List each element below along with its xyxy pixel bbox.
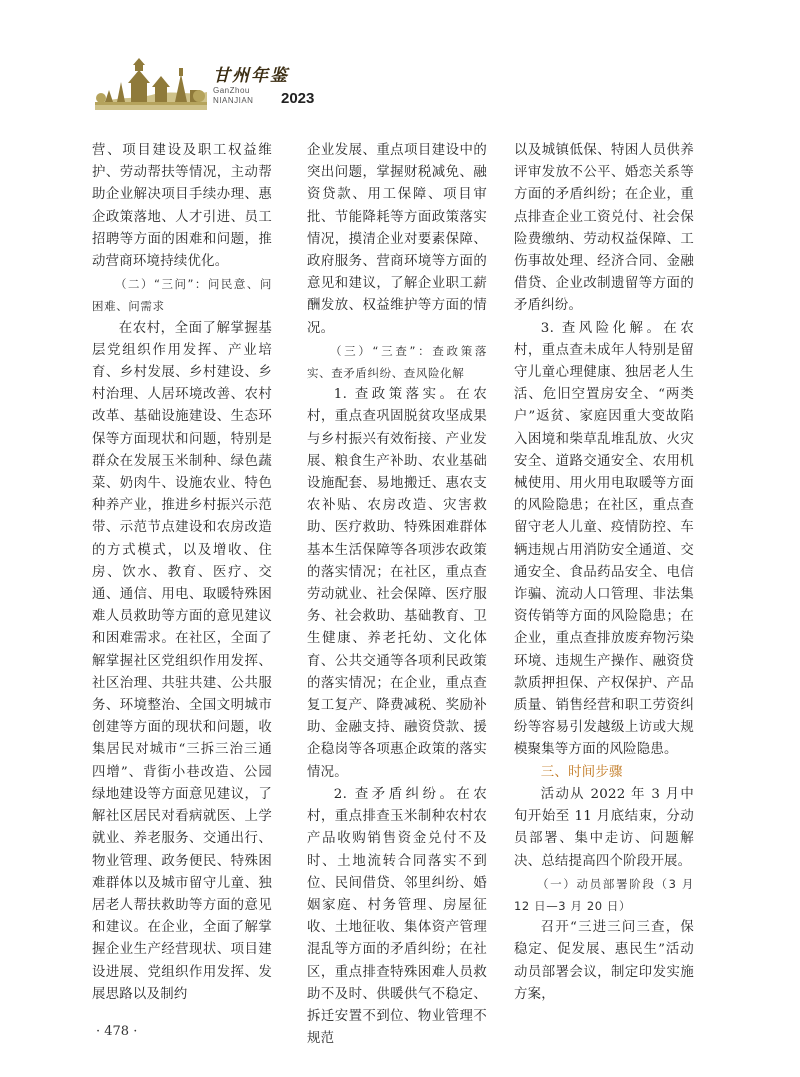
subsection-heading: （三）“三查”：查政策落实、查矛盾纠纷、查风险化解: [307, 343, 487, 381]
paragraph: 1. 查政策落实。在农村，重点查巩固脱贫攻坚成果与乡村振兴有效衔接、产业发展、粮食生产补助、农业基础设施配套、易地搬迁、惠农支农补贴、农房改造、灾害救助、医疗救助、特殊困难群体基本生活保障等各项涉农政策的落实情况；在社区，重点查劳动就业、社会保障、医疗服务、社会救助、基础教育、卫生健康、养老托幼、文化体育、公共交通等各项利民政策的落实情况；在企业，重点查复工复产、降费减税、奖励补助、金融支持、融资贷款、援企稳岗等各项惠企政策的落实情况。: [307, 387, 487, 780]
text-column-1: [92, 140, 272, 1006]
city-skyline-logo-icon: [95, 52, 207, 110]
brand-pinyin: [213, 86, 289, 106]
paragraph: 活动从 2022 年 3 月中旬开始至 11 月底结束，分动员部署、集中走访、问题解决、总结提高四个阶段开展。: [514, 786, 694, 869]
paragraph: 企业发展、重点项目建设中的突出问题，掌握财税减免、融资贷款、用工保障、项目审批、节能降耗等方面政策落实情况，摸清企业对要素保障、政府服务、营商环境等方面的意见和建议，了解企业职工薪酬发放、权益维护等方面的情况。: [307, 143, 487, 336]
paragraph: 3. 查风险化解。在农村，重点查未成年人特别是留守儿童心理健康、独居老人生活、危旧空置房安全、“两类户”返贫、家庭因重大变故陷入困境和柴草乱堆乱放、火灾安全、道路交通安全、农用机械使用、用火用电取暖等方面的风险隐患；在社区，重点查留守老人儿童、疫情防控、车辆违规占用消防安全通道、交通安全、食品药品安全、电信诈骗、流动人口管理、非法集资传销等方面的风险隐患；在企业，重点查排放废弃物污染环境、违规生产操作、融资贷款质押担保、产权保护、产品质量、销售经营和职工劳资纠纷等容易引发越级上访或大规模聚集等方面的风险隐患。: [514, 320, 694, 758]
subsection-heading: （一）动员部署阶段（3 月 12 日—3 月 20 日）: [514, 876, 694, 913]
brand-pinyin-line1: GanZhou: [213, 86, 250, 95]
paragraph: 2. 查矛盾纠纷。在农村，重点排查玉米制种农村农产品收购销售资金兑付不及时、土地流转合同落实不到位、民间借贷、邻里纠纷、婚姻家庭、村务管理、房屋征收、土地征收、集体资产管理混乱等方面的矛盾纠纷；在社区，重点排查特殊困难人员救助不及时、供暖供气不稳定、拆迁安置不到位、物业管理不规范: [307, 786, 487, 1047]
yearbook-brand: [213, 66, 315, 107]
section-heading: 三、时间步骤: [540, 764, 623, 780]
page-header: [95, 52, 335, 114]
brand-title: 甘州年鉴: [213, 66, 289, 86]
brand-pinyin-line2: NIANJIAN: [213, 96, 254, 105]
subsection-heading: （二）“三问”：问民意、问困难、问需求: [92, 277, 272, 314]
text-column-2: [307, 140, 487, 1050]
paragraph: 营、项目建设及职工权益维护、劳动帮扶等情况，主动帮助企业解决项目手续办理、惠企政策落地、人才引进、员工招聘等方面的困难和问题，推动营商环境持续优化。: [92, 143, 272, 270]
paragraph: 召开“三进三问三查，保稳定、促发展、惠民生”活动动员部署会议，制定印发实施方案，: [514, 920, 694, 1002]
paragraph: 以及城镇低保、特困人员供养评审发放不公平、婚恋关系等方面的矛盾纠纷；在企业，重点排查企业工资兑付、社会保险费缴纳、劳动权益保障、工伤事故处理、经济合同、金融借贷、企业改制遗留等方面的矛盾纠纷。: [514, 143, 694, 314]
paragraph: 在农村，全面了解掌握基层党组织作用发挥、产业培育、乡村发展、乡村建设、乡村治理、人居环境改善、农村改革、基础设施建设、生态环保等方面现状和问题，特别是群众在发展玉米制种、绿色蔬菜、奶肉牛、设施农业、特色种养产业，推进乡村振兴示范带、示范节点建设和农房改造的方式模式，以及增收、住房、饮水、教育、医疗、交通、通信、用电、取暖特殊困难人员救助等方面的意见建议和困难需求。在社区，全面了解掌握社区党组织作用发挥、社区治理、共驻共建、公共服务、环境整治、全国文明城市创建等方面的现状和问题，收集居民对城市“三拆三治三通四增”、背街小巷改造、公园绿地建设等方面意见建议，了解社区居民对看病就医、上学就业、养老服务、交通出行、物业管理、政务便民、特殊困难群体以及城市留守儿童、独居老人帮扶救助等方面的意见和建议。在企业，全面了解掌握企业生产经营现状、项目建设进展、党组织作用发挥、发展思路以及制约: [92, 320, 272, 1002]
text-column-3: [514, 140, 694, 1006]
page-number: · 478 ·: [96, 1024, 138, 1039]
brand-year: 2023: [281, 90, 315, 107]
